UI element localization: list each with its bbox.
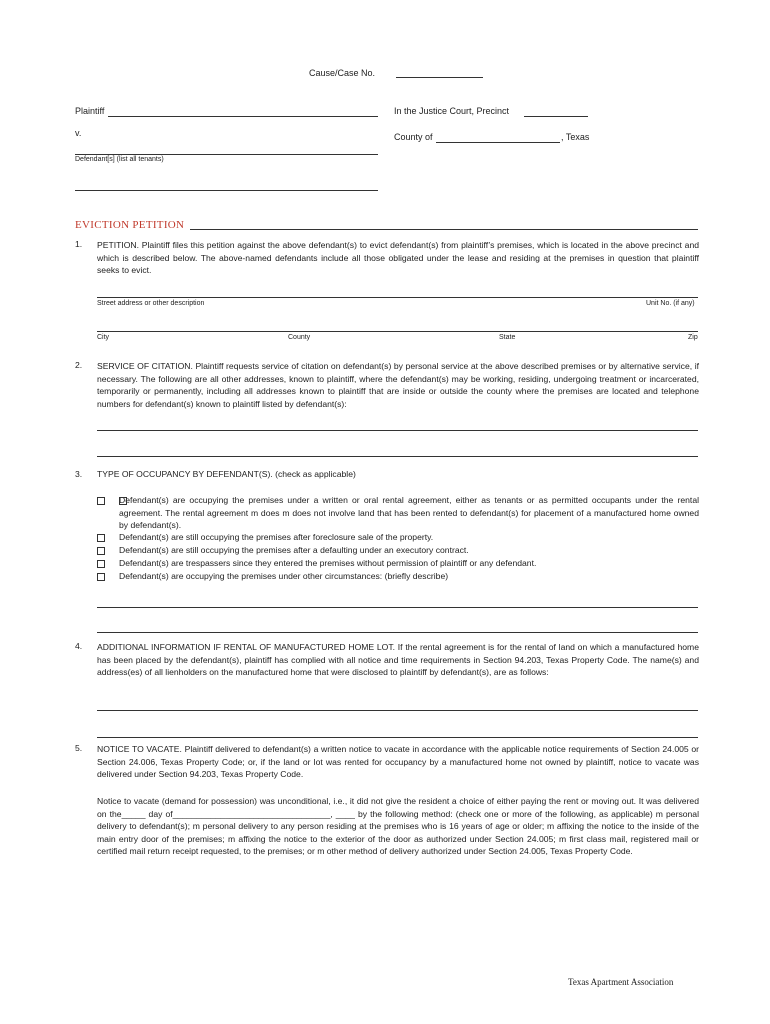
- lienholder-field-1[interactable]: [97, 710, 698, 711]
- zip-label: Zip: [688, 334, 698, 341]
- section-3-number: 3.: [75, 469, 83, 479]
- section-2-text: SERVICE OF CITATION. Plaintiff requests service of citation on defendant(s) by personal service at the above described premises or by alternative service, if necessary. The following are all other addresses, known to plaintiff, where the defendant(s) may be working, residing, undergoing treatment or incarcerated, temporarily or permanently, including all addresses known to plaintiff that are inside or outside the county where the premises are located and telephone numbers for defendant(s) known to plaintiff listed by defendant(s):: [97, 361, 699, 409]
- occupancy-option-foreclosure: [97, 531, 699, 544]
- street-address-label: Street address or other description: [97, 300, 205, 307]
- footer-publisher: Texas Apartment Association: [568, 977, 674, 987]
- county-field[interactable]: [436, 142, 560, 143]
- section-5-number: 5.: [75, 743, 83, 753]
- rental-option-post: oral rental agreement, either as tenants or as permitted occupants under the rental agreement. The rental agreement m does m does not involve land that has been rented to defendant(s) for placement of a manufactured home owned by defendant(s).: [119, 495, 700, 531]
- executory-label: Defendant(s) are still occupying the premises after a defaulting under an executory contract.: [119, 545, 469, 555]
- cause-case-field[interactable]: [396, 77, 483, 78]
- section-4-number: 4.: [75, 641, 83, 651]
- trespassers-checkbox[interactable]: [97, 560, 105, 568]
- precinct-field[interactable]: [524, 116, 588, 117]
- defendants-label: Defendant[s] (list all tenants): [75, 156, 164, 163]
- oral-checkbox[interactable]: [119, 497, 127, 505]
- county-sublabel: County: [288, 334, 311, 341]
- other-description-field-2[interactable]: [97, 632, 698, 633]
- foreclosure-checkbox[interactable]: [97, 534, 105, 542]
- service-address-field-2[interactable]: [97, 456, 698, 457]
- occupancy-option-trespassers: [97, 557, 699, 570]
- versus-label: v.: [75, 128, 82, 138]
- occupancy-option-executory: [97, 544, 699, 557]
- written-label: written or: [322, 495, 360, 505]
- texas-label: , Texas: [561, 132, 590, 142]
- page-title: EVICTION PETITION: [75, 219, 185, 231]
- occupancy-option-rental: [97, 494, 699, 532]
- other-circumstances-checkbox[interactable]: [97, 573, 105, 581]
- state-label: State: [499, 334, 516, 341]
- section-5-delivery-text: Notice to vacate (demand for possession) was unconditional, i.e., it did not give the resident a choice of either paying the rent or moving out. It was delivered on the_____ day of_________________________________, ____ by the following method: (check one or more of the following, as applicable) m personal delivery to defendant(s); m personal delivery to any person residing at the premises who is 16 years of age or older; m affixing the notice to the inside of the main entry door of the premises; m affixing the notice to the exterior of the door as authorized under Section 24.005; m first class mail, registered mail or certified mail return receipt requested, to the premises; or m other method of delivery authorized under Section 24.005, Texas Property Code.: [97, 796, 699, 857]
- trespassers-label: Defendant(s) are trespassers since they entered the premises without permission of plaintiff or any defendant.: [119, 558, 537, 568]
- foreclosure-label: Defendant(s) are still occupying the premises after foreclosure sale of the property.: [119, 532, 434, 542]
- executory-checkbox[interactable]: [97, 547, 105, 555]
- section-2-number: 2.: [75, 360, 83, 370]
- rental-option-pre: Defendant(s) are occupying the premises under a: [119, 495, 319, 505]
- section-1-number: 1.: [75, 239, 83, 249]
- title-rule: [190, 229, 698, 230]
- occupancy-option-other: [97, 570, 699, 583]
- section-4-text: ADDITIONAL INFORMATION IF RENTAL OF MANUFACTURED HOME LOT. If the rental agreement is for the rental of land on which a manufactured home has been placed by the defendant(s), plaintiff has complied with all notice and time requirements in Section 94.203, Texas Property Code. The name(s) and address(es) of all lienholders on the manufactured home that were disclosed to plaintiff by defendant(s), are as follows:: [97, 642, 699, 678]
- unit-label: Unit No. (if any): [646, 300, 695, 307]
- plaintiff-field[interactable]: [108, 116, 378, 117]
- plaintiff-label: Plaintiff: [75, 106, 105, 116]
- street-address-field[interactable]: [97, 297, 698, 298]
- court-precinct-label: In the Justice Court, Precinct: [394, 106, 510, 116]
- county-label: County of: [394, 132, 433, 142]
- defendant-field-1[interactable]: [75, 154, 378, 155]
- city-label: City: [97, 334, 110, 341]
- lienholder-field-2[interactable]: [97, 737, 698, 738]
- section-5-text: NOTICE TO VACATE. Plaintiff delivered to defendant(s) a written notice to vacate in accordance with the applicable notice requirements of Section 24.005 or Section 24.006, Texas Property Code; or, if the land or lot was rented for occupancy by a manufactured home not owned by plaintiff, notice to vacate was delivered under Section 94.203, Texas Property Code.: [97, 744, 699, 780]
- other-description-field-1[interactable]: [97, 607, 698, 608]
- cause-case-label: Cause/Case No.: [309, 68, 376, 78]
- defendant-field-2[interactable]: [75, 190, 378, 191]
- city-county-state-zip-field[interactable]: [97, 331, 698, 332]
- service-address-field-1[interactable]: [97, 430, 698, 431]
- section-1-text: PETITION. Plaintiff files this petition against the above defendant(s) to evict defendant(s) from plaintiff’s premises, which is located in the above precinct and which is described below. The above-named defendants include all those obligated under the lease and residing at the premises in question that plaintiff seeks to evict.: [97, 240, 699, 276]
- rental-agreement-checkbox[interactable]: [97, 497, 105, 505]
- other-circumstances-label: Defendant(s) are occupying the premises under other circumstances: (briefly describe): [119, 571, 449, 581]
- section-3-text: TYPE OF OCCUPANCY BY DEFENDANT(S). (check as applicable): [97, 469, 356, 479]
